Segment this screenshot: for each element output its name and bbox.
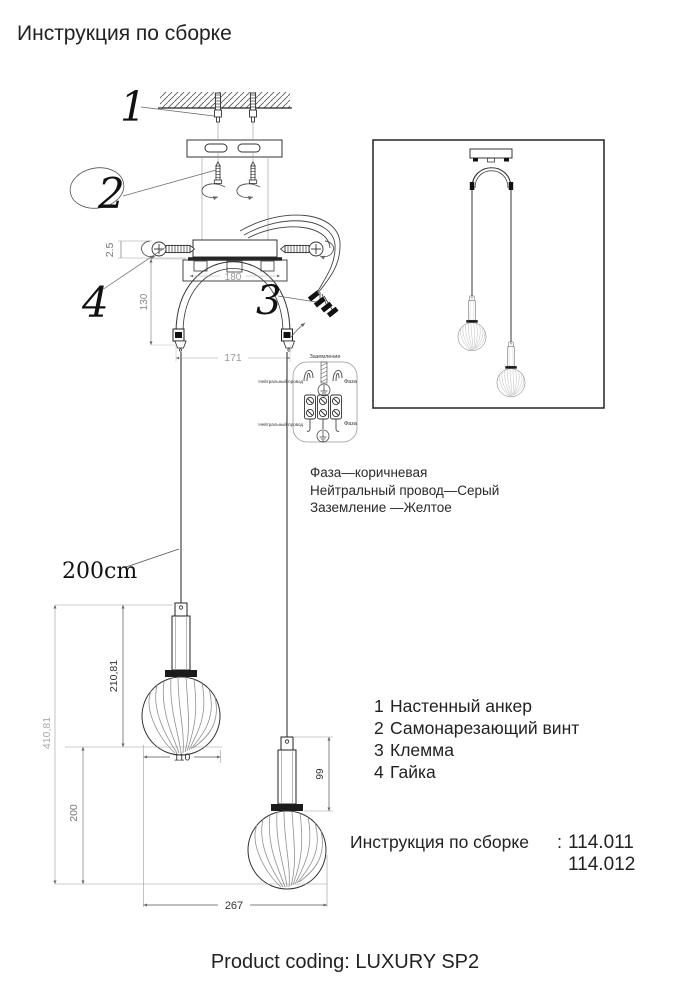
part-name: Самонарезающий винт — [390, 718, 580, 738]
svg-text:130: 130 — [139, 293, 150, 311]
side-screw-left-icon — [152, 242, 195, 256]
terminal-neutral-label: Нейтральный провод — [258, 379, 303, 384]
part-number: 4 — [374, 762, 384, 782]
instruction-codes — [568, 832, 635, 876]
instruction-ref-label: Инструкция по сборке — [350, 832, 529, 852]
svg-text:2.5: 2.5 — [104, 242, 116, 258]
svg-text:171: 171 — [224, 352, 242, 364]
wiring-legend — [310, 464, 499, 517]
terminal-neutral-label: Нейтральный провод — [258, 422, 303, 427]
dim-globe-width: 110 — [173, 751, 191, 764]
dim-socket-len: 99 — [315, 768, 326, 780]
instruction-ref-colon: : — [557, 832, 563, 852]
pendant-lamp-2 — [248, 737, 326, 889]
callout-1: 1 — [120, 83, 147, 131]
instruction-code-1: 114.011 — [568, 832, 634, 853]
instruction-code-2: 114.012 — [568, 854, 636, 875]
legend-ground: Заземление —Желтое — [310, 500, 452, 515]
dim-drop-2-offset: 200 — [68, 804, 80, 822]
callout-2: 2 — [98, 169, 125, 218]
mounting-plate — [187, 140, 282, 157]
pendant-lamp-1 — [142, 603, 220, 755]
parts-list — [374, 695, 579, 783]
side-screw-right-icon — [281, 242, 324, 256]
part-number: 3 — [374, 740, 384, 760]
part-row — [374, 717, 579, 739]
callout-4: 4 — [82, 278, 109, 327]
part-name: Клемма — [390, 740, 454, 760]
cord-ferrules — [173, 329, 295, 351]
self-tapping-screw-icon — [214, 162, 256, 183]
product-coding: Product coding: LUXURY SP2 — [210, 951, 480, 973]
wire-connectors — [308, 291, 339, 318]
dim-drop-1: 210,81 — [108, 659, 120, 693]
wire-bundle — [240, 215, 340, 311]
part-number: 1 — [374, 696, 384, 716]
dim-cord-length: 200cm — [62, 559, 138, 584]
page-title: Инструкция по сборке — [17, 22, 232, 45]
ceiling — [158, 92, 292, 108]
terminal-block — [258, 354, 357, 442]
dim-arch-span — [176, 345, 290, 364]
part-row — [374, 695, 579, 717]
part-row — [374, 739, 579, 761]
part-name: Гайка — [390, 762, 436, 782]
terminal-ground-label: Заземление — [309, 354, 341, 360]
terminal-phase-label: Фаза — [344, 421, 357, 427]
canopy — [141, 240, 333, 259]
terminal-phase-label: Фаза — [344, 379, 357, 385]
legend-phase: Фаза—коричневая — [310, 465, 428, 480]
svg-text:180: 180 — [224, 272, 242, 283]
dim-overall-width: 267 — [224, 900, 244, 912]
wire-direction-arrow — [291, 323, 305, 337]
dim-drop-total: 410,81 — [41, 716, 53, 750]
part-row — [374, 761, 579, 783]
part-name: Настенный анкер — [390, 696, 532, 716]
rotation-arrows — [202, 184, 260, 198]
part-number: 2 — [374, 718, 384, 738]
callout-3: 3 — [256, 278, 282, 324]
assembled-view — [373, 140, 604, 408]
legend-neutral: Нейтральный провод—Серый — [310, 482, 500, 498]
